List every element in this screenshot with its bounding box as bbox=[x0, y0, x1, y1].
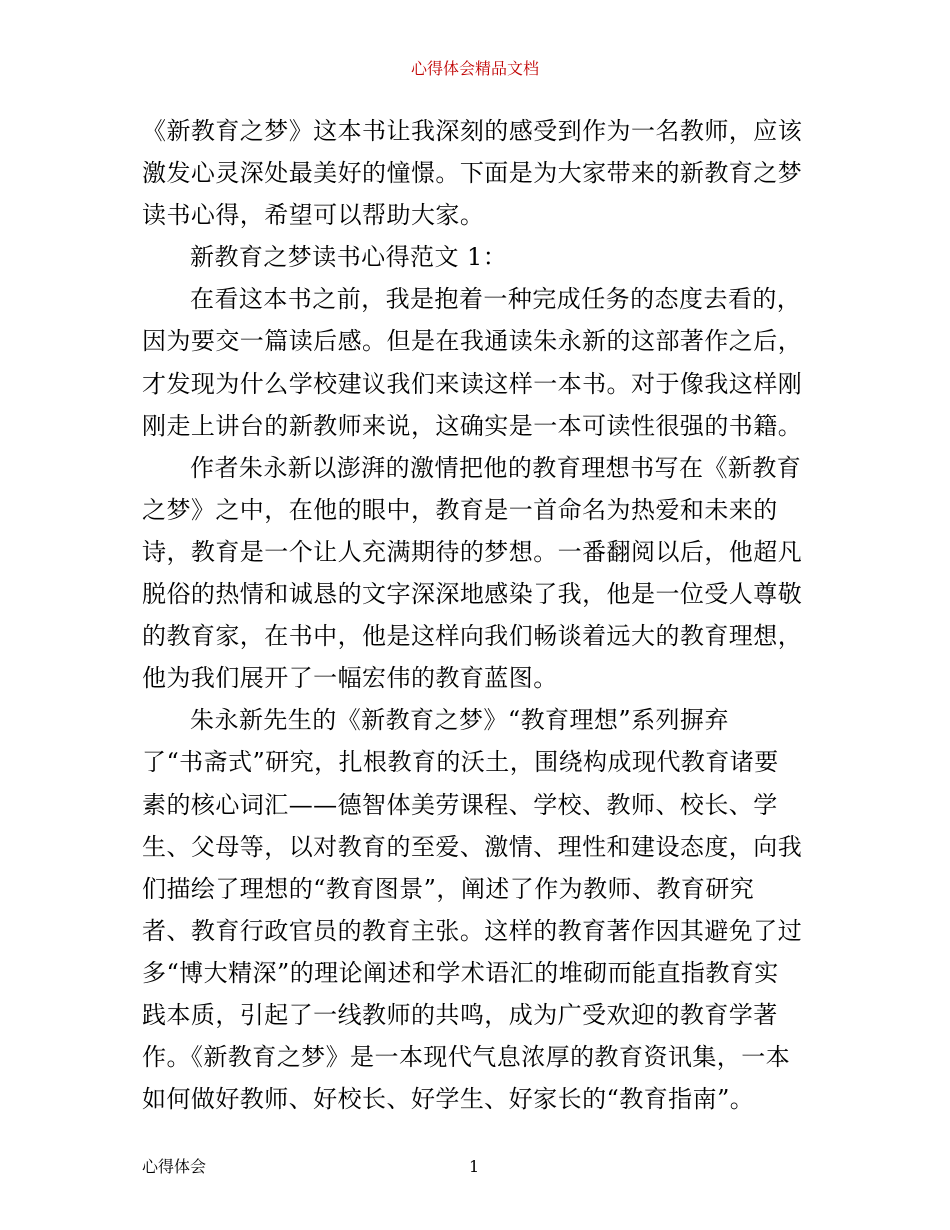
page-header-title: 心得体会精品文档 bbox=[410, 59, 539, 78]
text-line: 的教育家，在书中，他是这样向我们畅谈着远大的教育理想， bbox=[142, 622, 803, 651]
section-heading: 新教育之梦读书心得范文 1： bbox=[190, 243, 508, 272]
text-line: 了“书斋式”研究，扎根教育的沃土，围绕构成现代教育诸要 bbox=[142, 748, 779, 777]
footer-label: 心得体会 bbox=[142, 1157, 207, 1176]
text-line: 他为我们展开了一幅宏伟的教育蓝图。 bbox=[142, 664, 558, 693]
page-number: 1 bbox=[469, 1157, 480, 1176]
text-line: 作。《新教育之梦》是一本现代气息浓厚的教育资讯集，一本 bbox=[142, 1043, 791, 1072]
text-line: 们描绘了理想的“教育图景”，阐述了作为教师、教育研究 bbox=[142, 874, 755, 903]
text-line: 脱俗的热情和诚恳的文字深深地感染了我，他是一位受人尊敬 bbox=[142, 580, 803, 609]
text-line: 刚走上讲台的新教师来说，这确实是一本可读性很强的书籍。 bbox=[142, 411, 803, 440]
text-line: 才发现为什么学校建议我们来读这样一本书。对于像我这样刚 bbox=[142, 369, 803, 398]
text-line: 生、父母等，以对教育的至爱、激情、理性和建设态度，向我 bbox=[142, 832, 803, 861]
document-body bbox=[142, 110, 812, 1120]
text-line: 素的核心词汇——德智体美劳课程、学校、教师、校长、学 bbox=[142, 790, 778, 819]
text-line: 读书心得，希望可以帮助大家。 bbox=[142, 201, 485, 230]
text-line: 因为要交一篇读后感。但是在我通读朱永新的这部著作之后， bbox=[142, 327, 803, 356]
text-line: 朱永新先生的《新教育之梦》“教育理想”系列摒弃 bbox=[190, 706, 729, 735]
text-line: 诗，教育是一个让人充满期待的梦想。一番翻阅以后，他超凡 bbox=[142, 537, 803, 566]
text-line: 多“博大精深”的理论阐述和学术语汇的堆砌而能直指教育实 bbox=[142, 958, 779, 987]
text-line: 如何做好教师、好校长、好学生、好家长的“教育指南”。 bbox=[142, 1085, 755, 1114]
text-line: 者、教育行政官员的教育主张。这样的教育著作因其避免了过 bbox=[142, 916, 803, 945]
text-line: 在看这本书之前，我是抱着一种完成任务的态度去看的， bbox=[190, 285, 802, 314]
text-line: 之梦》之中，在他的眼中，教育是一首命名为热爱和未来的 bbox=[142, 495, 778, 524]
text-line: 激发心灵深处最美好的憧憬。下面是为大家带来的新教育之梦 bbox=[142, 159, 803, 188]
text-line: 作者朱永新以澎湃的激情把他的教育理想书写在《新教育 bbox=[190, 453, 802, 482]
text-line: 践本质，引起了一线教师的共鸣，成为广受欢迎的教育学著 bbox=[142, 1000, 778, 1029]
text-line: 《新教育之梦》这本书让我深刻的感受到作为一名教师，应该 bbox=[142, 117, 803, 145]
